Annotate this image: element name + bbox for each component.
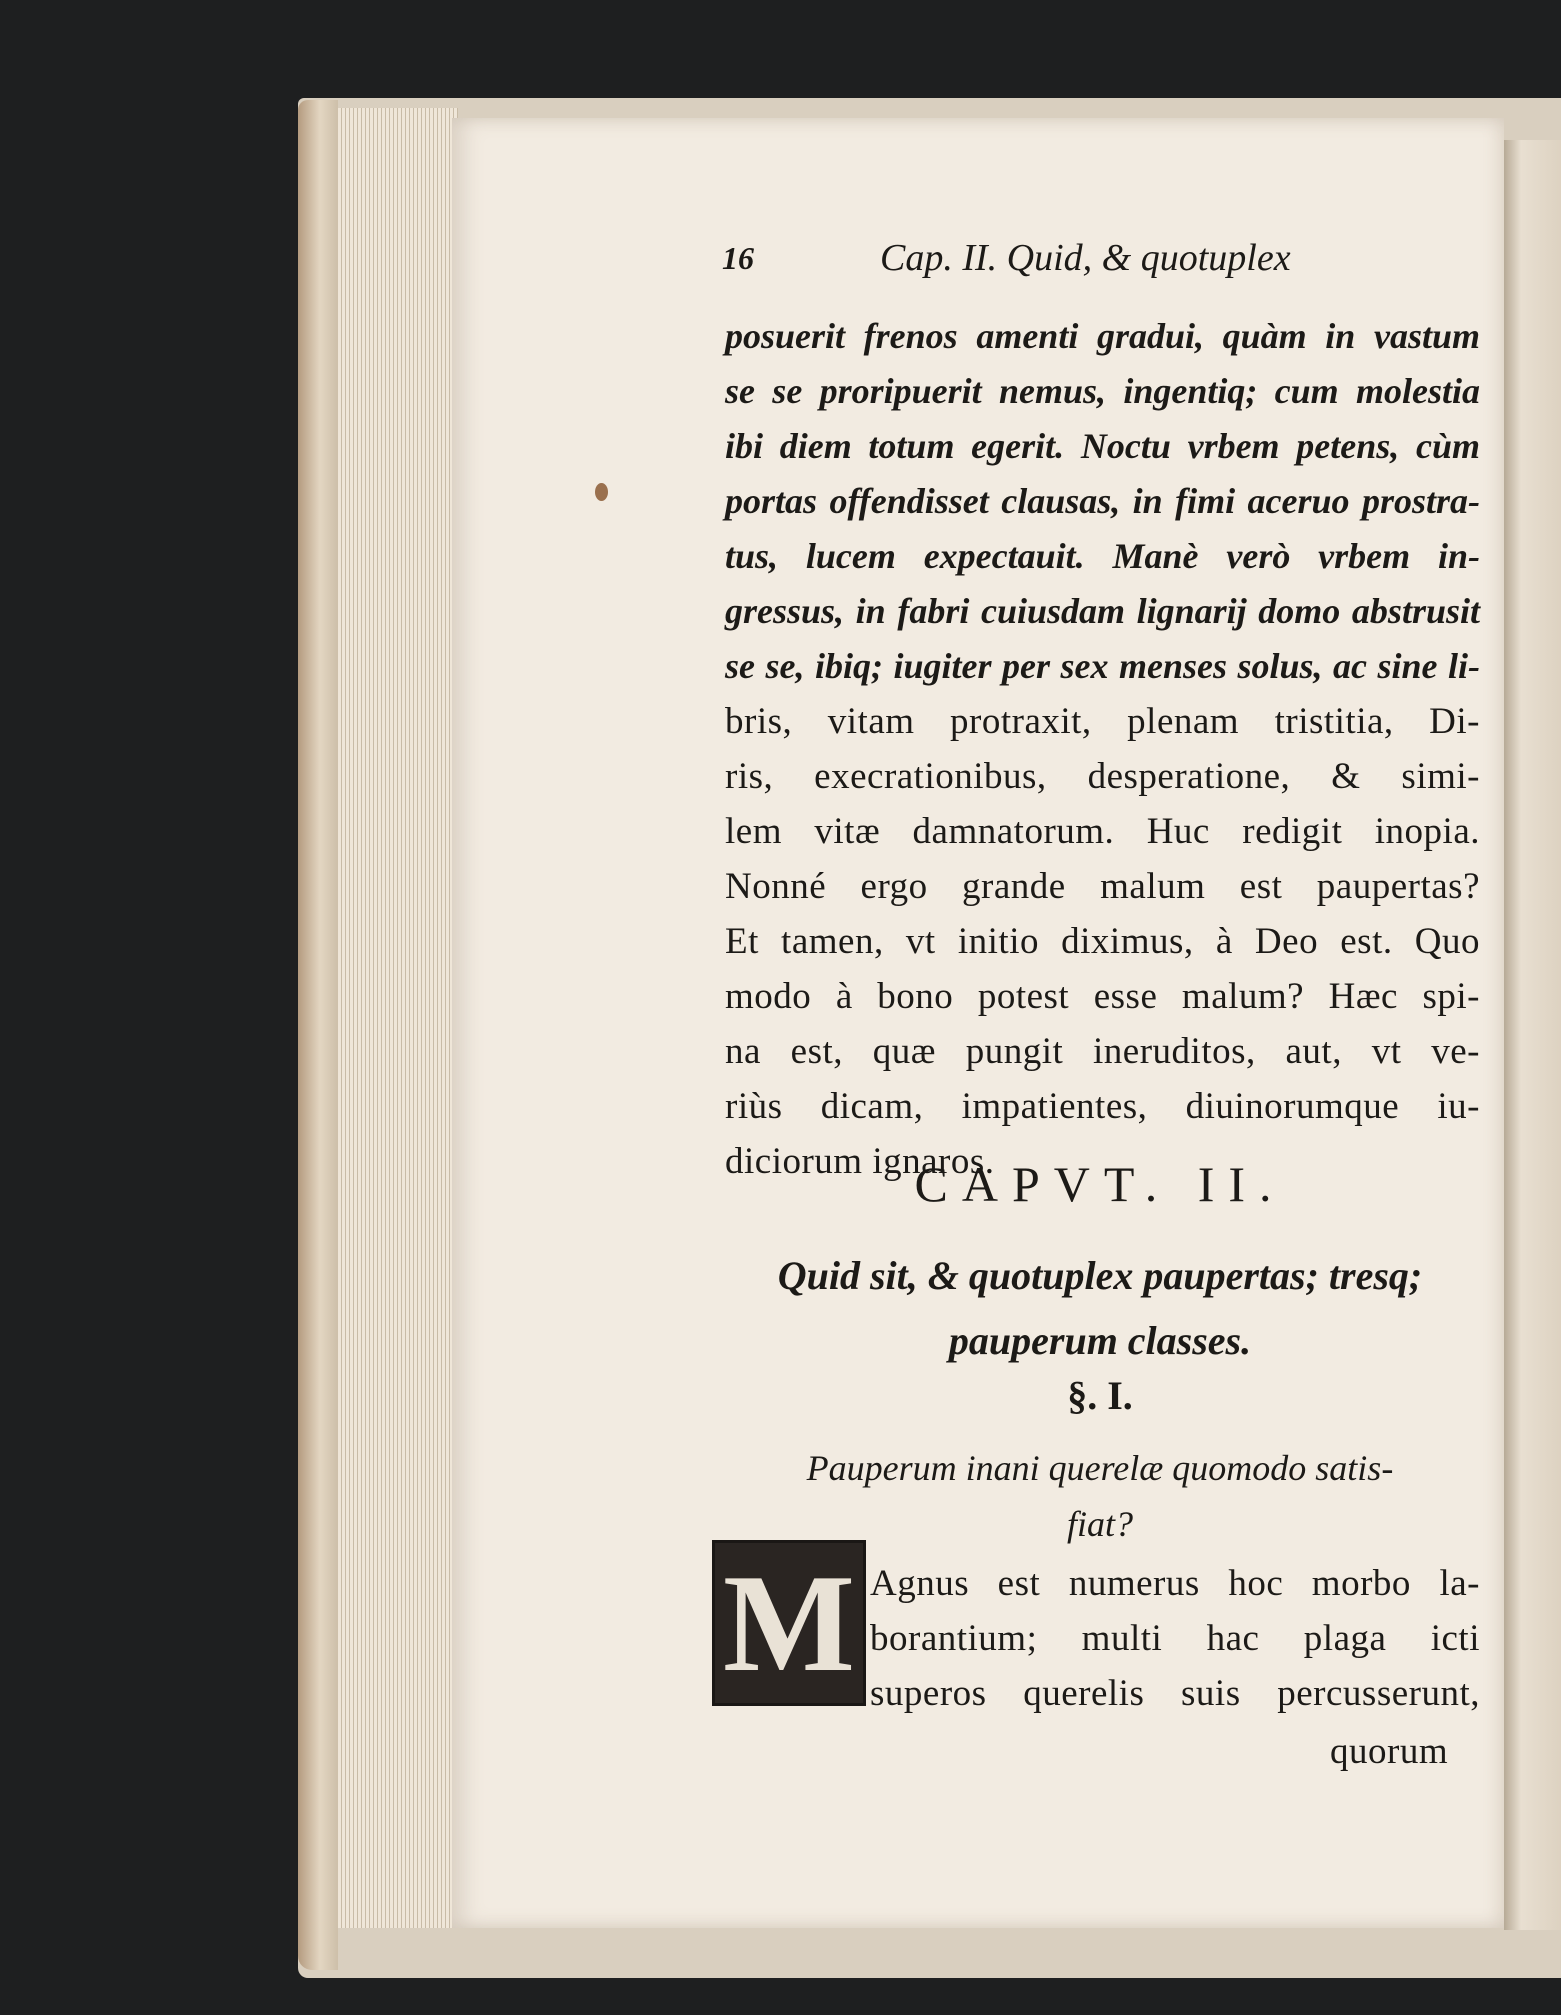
chapter-heading: CAPVT. II.: [914, 1156, 1286, 1212]
text-line: borantium; multi hac plaga icti: [870, 1618, 1480, 1659]
facing-page-edge: [1504, 140, 1561, 1930]
text-line: diciorum ignaros.: [725, 1141, 995, 1182]
text-line: posuerit frenos amenti gradui, quàm in vastum: [725, 316, 1480, 356]
page-edges: [338, 108, 458, 1928]
text-line: se se, ibiq; iugiter per sex menses solus, ac sine li-: [725, 646, 1480, 686]
text-line: gressus, in fabri cuiusdam lignarij domo abstrusit: [725, 591, 1480, 631]
text-line: modo à bono potest esse malum? Hæc spi-: [725, 976, 1480, 1017]
running-title: Cap. II. Quid, & quotuplex: [880, 237, 1291, 279]
text-line: riùs dicam, impatientes, diuinorumque iu-: [725, 1086, 1480, 1127]
text-line: portas offendisset clausas, in fimi aceruo prostra-: [725, 481, 1480, 521]
section-subtitle: Pauperum inani querelæ quomodo satis-: [806, 1448, 1394, 1488]
text-line: Et tamen, vt initio diximus, à Deo est. Quo: [725, 921, 1480, 962]
text-line: tus, lucem expectauit. Manè verò vrbem in-: [725, 536, 1480, 576]
section-mark: §. I.: [1067, 1373, 1133, 1418]
text-line: ris, execrationibus, desperatione, & simi-: [725, 756, 1480, 797]
text-line: superos querelis suis percusserunt,: [870, 1673, 1480, 1714]
text-line: se se proripuerit nemus, ingentiq; cum molestia: [725, 371, 1480, 411]
text-line: lem vitæ damnatorum. Huc redigit inopia.: [725, 811, 1480, 852]
book-spine-edge: [298, 100, 338, 1970]
initial-letter: M: [722, 1545, 856, 1701]
decorated-initial: [712, 1540, 866, 1706]
ink-stain: [595, 483, 608, 501]
catchword: quorum: [1330, 1731, 1449, 1772]
section-subtitle: fiat?: [1066, 1504, 1133, 1544]
text-line: ibi diem totum egerit. Noctu vrbem petens, cùm: [725, 426, 1480, 466]
text-line: bris, vitam protraxit, plenam tristitia, Di-: [725, 701, 1480, 742]
page-number: 16: [722, 240, 754, 276]
text-line: Nonné ergo grande malum est paupertas?: [725, 866, 1480, 907]
chapter-subtitle: pauperum classes.: [948, 1318, 1252, 1363]
text-line: Agnus est numerus hoc morbo la-: [870, 1563, 1480, 1604]
chapter-subtitle: Quid sit, & quotuplex paupertas; tresq;: [777, 1253, 1423, 1298]
text-line: na est, quæ pungit ineruditos, aut, vt ve-: [725, 1031, 1480, 1072]
